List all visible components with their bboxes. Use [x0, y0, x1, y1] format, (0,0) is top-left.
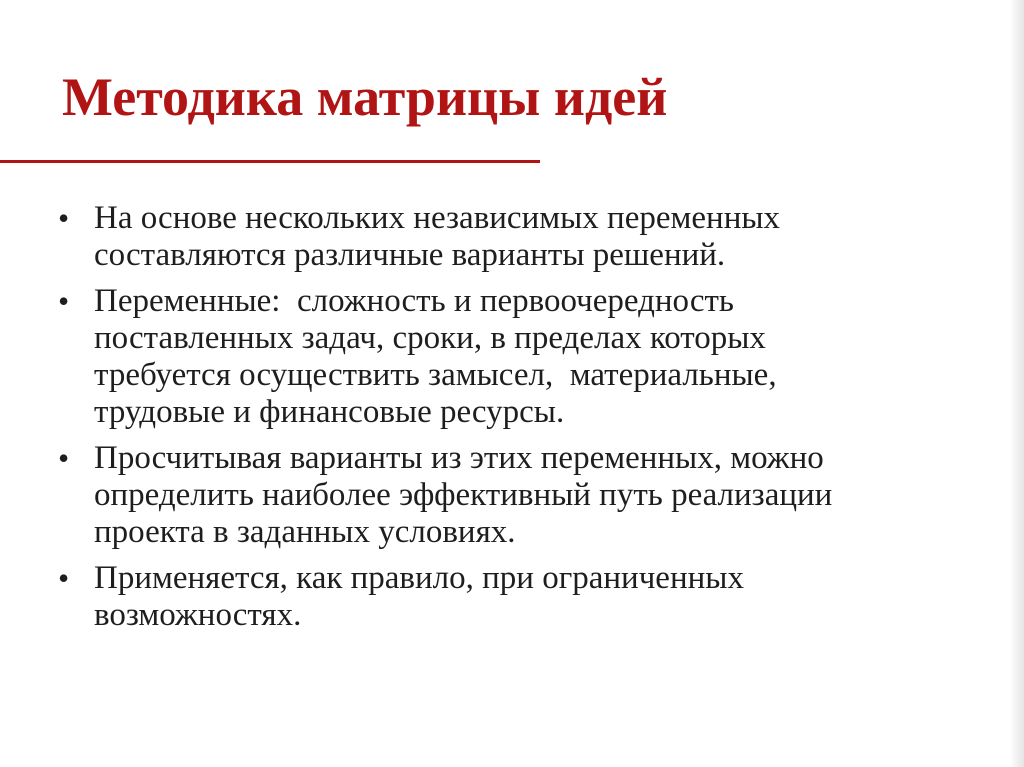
- bullet-item-4: [58, 560, 988, 634]
- slide-title: Методика матрицы идей: [62, 67, 668, 127]
- bullet-line: возможностях.: [94, 597, 302, 633]
- bullet-line: Переменные: сложность и первоочередность: [94, 283, 734, 319]
- bullet-line: проекта в заданных условиях.: [94, 514, 516, 550]
- bullet-item-1: [58, 200, 988, 274]
- bullet-line: поставленных задач, сроки, в пределах которых: [94, 320, 766, 356]
- bullet-line: На основе нескольких независимых переменных: [94, 200, 781, 236]
- slide-edge-shadow: [1010, 0, 1024, 767]
- bullet-dot-icon: •: [58, 560, 70, 596]
- bullet-dot-icon: •: [58, 440, 70, 476]
- bullet-dot-icon: •: [58, 283, 70, 319]
- bullet-item-2: [58, 283, 988, 431]
- bullet-list: [58, 200, 988, 643]
- bullet-line: определить наиболее эффективный путь реализации: [94, 477, 833, 513]
- bullet-line: Применяется, как правило, при ограниченных: [94, 560, 744, 596]
- bullet-dot-icon: •: [58, 200, 70, 236]
- bullet-line: составляются различные варианты решений.: [94, 237, 726, 273]
- bullet-line: требуется осуществить замысел, материальные,: [94, 357, 777, 393]
- bullet-item-3: [58, 440, 988, 551]
- bullet-line: трудовые и финансовые ресурсы.: [94, 394, 565, 430]
- bullet-line: Просчитывая варианты из этих переменных, можно: [94, 440, 824, 476]
- title-underline: [0, 160, 540, 163]
